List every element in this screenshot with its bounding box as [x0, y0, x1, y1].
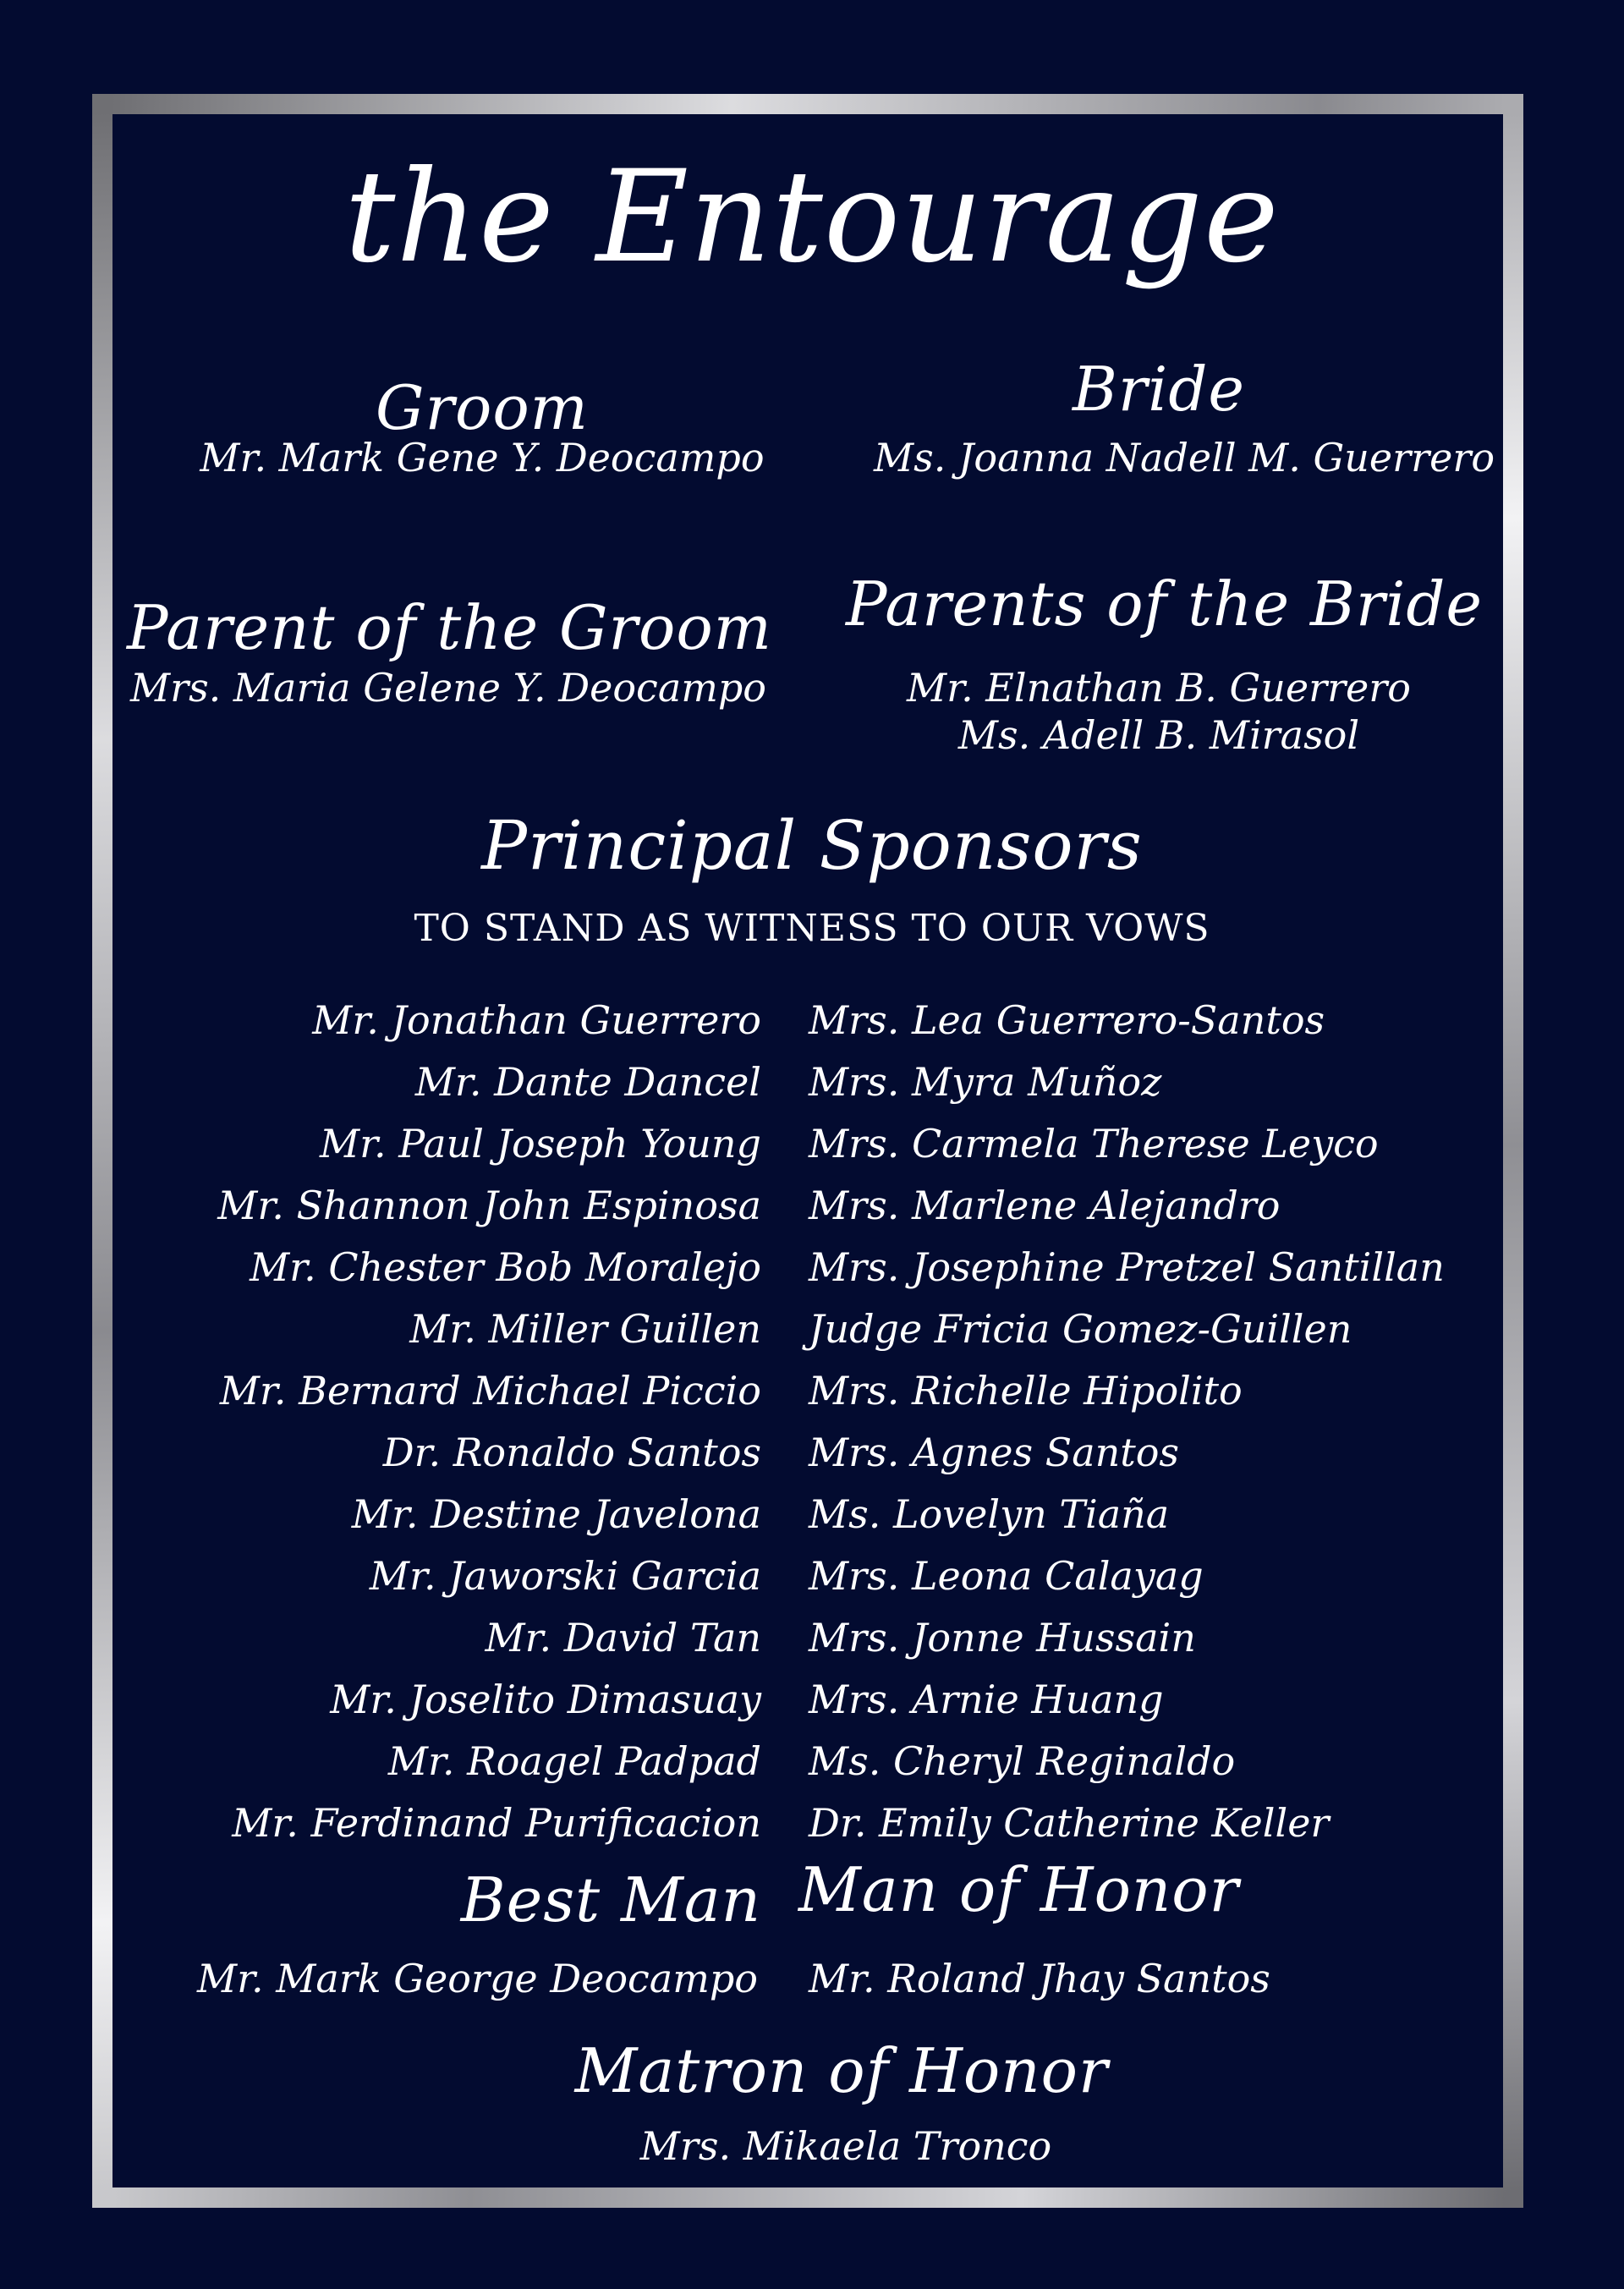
parents-bride-name-1: Mr. Elnathan B. Guerrero [907, 665, 1411, 711]
groom-name: Mr. Mark Gene Y. Deocampo [200, 435, 765, 480]
sponsor-left-item: Mr. Jaworski Garcia [369, 1553, 761, 1599]
principal-sponsors-subheading: TO STAND AS WITNESS TO OUR VOWS [414, 907, 1210, 950]
sponsor-left-item: Mr. Dante Dancel [414, 1059, 761, 1105]
sponsor-right-item: Mrs. Arnie Huang [809, 1677, 1164, 1722]
bride-section [871, 354, 1446, 425]
sponsor-right-item: Mrs. Josephine Pretzel Santillan [809, 1244, 1445, 1290]
page-title: the Entourage [344, 144, 1280, 291]
parents-bride-heading: Parents of the Bride [846, 568, 1484, 639]
man-of-honor-name: Mr. Roland Jhay Santos [809, 1956, 1270, 2001]
sponsor-left-item: Mr. Chester Bob Moralejo [250, 1244, 761, 1290]
principal-sponsors-heading: Principal Sponsors [481, 806, 1143, 885]
groom-heading: Groom [376, 372, 589, 443]
sponsor-right-item: Mrs. Leona Calayag [809, 1553, 1204, 1599]
sponsors-left-column [217, 990, 761, 1854]
sponsor-right-item: Mrs. Lea Guerrero-Santos [809, 997, 1325, 1043]
parents-bride-name-2: Ms. Adell B. Mirasol [957, 712, 1360, 758]
sponsor-left-item: Mr. David Tan [485, 1615, 761, 1660]
groom-section [195, 372, 770, 443]
best-man-name: Mr. Mark George Deocampo [197, 1956, 758, 2001]
matron-of-honor-name: Mrs. Mikaela Tronco [639, 2123, 1052, 2169]
sponsor-left-item: Mr. Joselito Dimasuay [330, 1677, 761, 1722]
sponsor-right-item: Mrs. Myra Muñoz [809, 1059, 1162, 1105]
sponsor-right-item: Ms. Lovelyn Tiaña [809, 1491, 1170, 1537]
sponsor-left-item: Mr. Jonathan Guerrero [312, 997, 761, 1043]
man-of-honor-heading: Man of Honor [798, 1854, 1240, 1925]
sponsor-right-item: Mrs. Marlene Alejandro [809, 1183, 1281, 1228]
sponsor-left-item: Mr. Bernard Michael Piccio [219, 1368, 761, 1413]
sponsor-left-item: Mr. Roagel Padpad [387, 1738, 761, 1784]
parent-groom-name: Mrs. Maria Gelene Y. Deocampo [129, 665, 766, 711]
sponsor-right-item: Dr. Emily Catherine Keller [809, 1800, 1330, 1846]
sponsor-right-item: Mrs. Carmela Therese Leyco [809, 1121, 1379, 1166]
best-man-heading: Best Man [460, 1864, 761, 1935]
sponsor-right-item: Judge Fricia Gomez-Guillen [809, 1306, 1352, 1352]
sponsor-right-item: Ms. Cheryl Reginaldo [809, 1738, 1236, 1784]
sponsor-left-item: Mr. Destine Javelona [351, 1491, 761, 1537]
sponsor-left-item: Mr. Miller Guillen [409, 1306, 761, 1352]
sponsor-left-item: Mr. Paul Joseph Young [320, 1121, 761, 1166]
matron-of-honor-heading: Matron of Honor [574, 2035, 1109, 2106]
sponsors-right-column [809, 990, 1445, 1854]
sponsor-right-item: Mrs. Richelle Hipolito [809, 1368, 1243, 1413]
parent-groom-heading: Parent of the Groom [127, 592, 772, 663]
sponsor-right-item: Mrs. Agnes Santos [809, 1430, 1180, 1475]
sponsor-right-item: Mrs. Jonne Hussain [809, 1615, 1196, 1660]
bride-heading: Bride [1072, 354, 1246, 425]
bride-name: Ms. Joanna Nadell M. Guerrero [873, 435, 1495, 480]
sponsor-left-item: Mr. Ferdinand Purificacion [232, 1800, 761, 1846]
sponsor-left-item: Dr. Ronaldo Santos [382, 1430, 761, 1475]
sponsor-left-item: Mr. Shannon John Espinosa [217, 1183, 761, 1228]
